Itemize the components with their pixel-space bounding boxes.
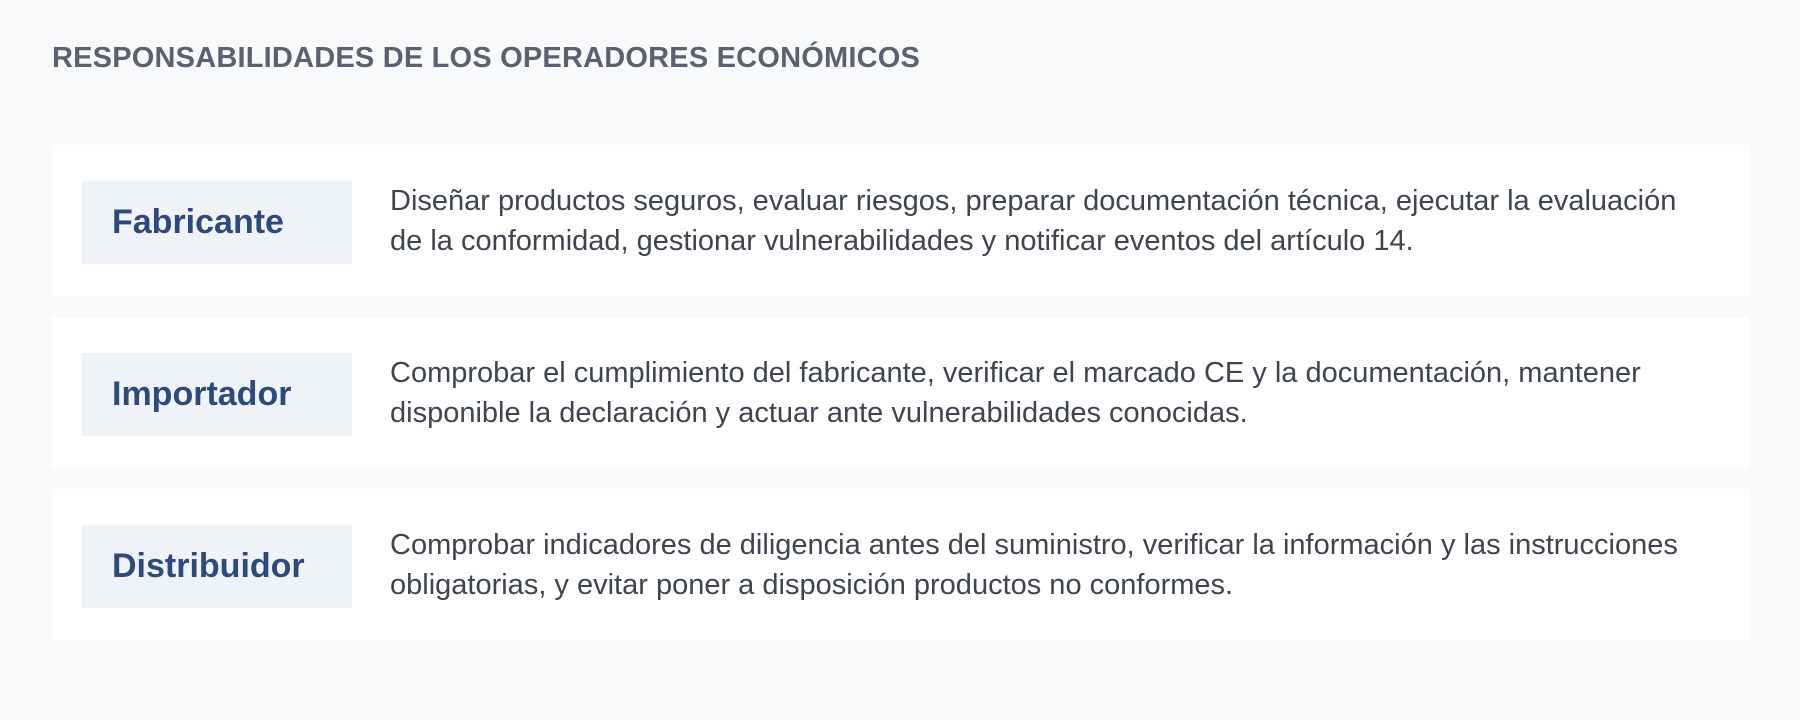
responsibility-row-importador xyxy=(52,317,1749,468)
role-description: Diseñar productos seguros, evaluar riesgos, preparar documentación técnica, ejecutar la evaluación de la conformidad, gestionar vulnerabilidades y notificar eventos del artículo 14. xyxy=(390,185,1677,257)
role-label-box xyxy=(82,181,352,264)
role-description: Comprobar el cumplimiento del fabricante, verificar el marcado CE y la documentación, mantener disponible la declaración y actuar ante vulnerabilidades conocidas. xyxy=(390,357,1641,429)
responsibility-row-fabricante xyxy=(52,145,1749,296)
role-label-box xyxy=(82,525,352,608)
page-title: RESPONSABILIDADES DE LOS OPERADORES ECONÓMICOS xyxy=(52,42,921,74)
responsibilities-list xyxy=(52,145,1749,661)
role-name: Fabricante xyxy=(112,203,284,241)
role-name: Distribuidor xyxy=(112,547,305,585)
responsibility-row-distribuidor xyxy=(52,489,1749,640)
role-name: Importador xyxy=(112,375,292,413)
role-description: Comprobar indicadores de diligencia antes del suministro, verificar la información y las instrucciones obligatorias, y evitar poner a disposición productos no conformes. xyxy=(390,529,1678,601)
role-label-box xyxy=(82,353,352,436)
